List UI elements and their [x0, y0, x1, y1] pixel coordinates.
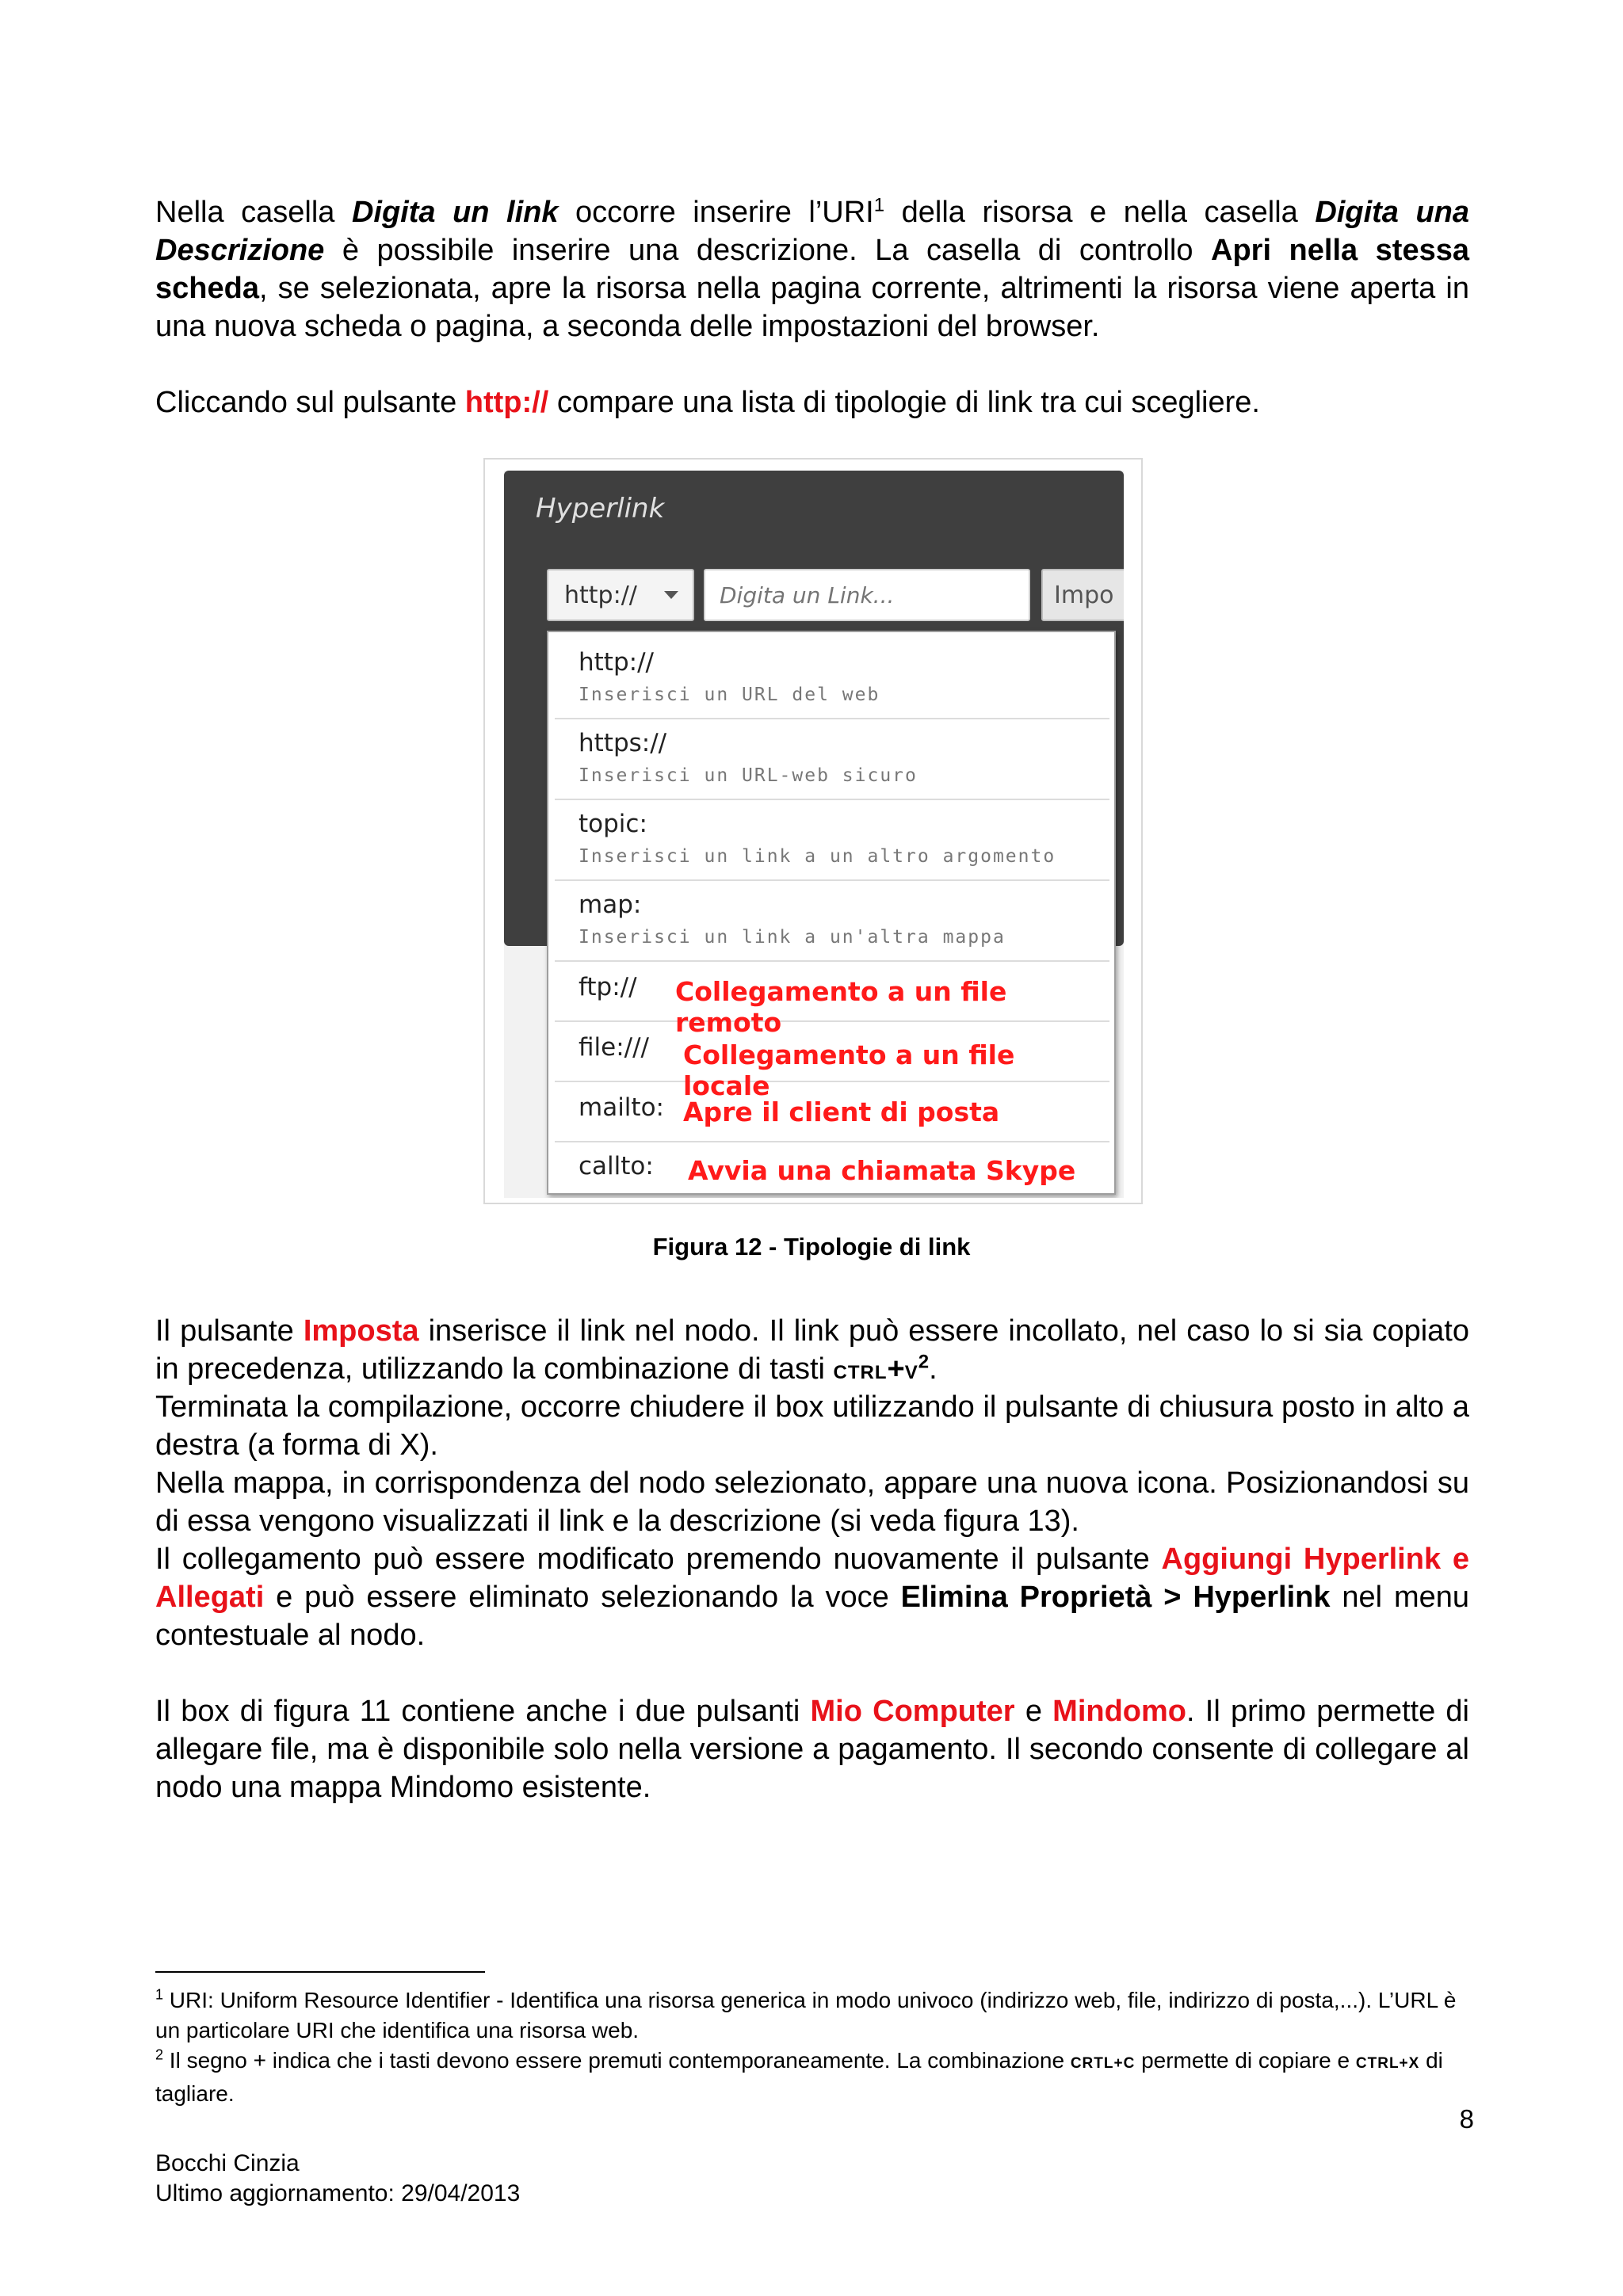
paragraph-mio-computer: Il box di figura 11 contiene anche i due pulsanti Mio Computer e Mindomo. Il primo permette di allegare file, ma è disponibile solo nella versione a pagamento. Il secondo consente di collegare al nodo una mappa Mindomo esistente. — [155, 1695, 1469, 1804]
button-ref-imposta: Imposta — [303, 1314, 419, 1348]
button-ref-aggiungi-hyperlink: Aggiungi Hyperlink e Allegati — [155, 1543, 1469, 1614]
dropdown-item-ftp[interactable]: ftp:// Collegamento a un file remoto — [555, 962, 1109, 1022]
figure-screenshot — [504, 471, 1124, 1198]
annotation-file: Collegamento a un file locale — [683, 1039, 1015, 1101]
annotation-callto: Avvia una chiamata Skype — [688, 1155, 1076, 1186]
dropdown-item-mailto[interactable]: mailto: Apre il client di posta — [555, 1082, 1109, 1142]
footnote-separator — [155, 1971, 485, 1973]
dropdown-item-https[interactable]: https:// Inserisci un URL-web sicuro — [555, 719, 1109, 800]
button-ref-http: http:// — [464, 386, 549, 419]
footnote-ref-1[interactable]: 1 — [873, 194, 885, 216]
figure-caption: Figura 12 - Tipologie di link — [652, 1233, 971, 1261]
dropdown-item-http[interactable]: http:// Inserisci un URL del web — [555, 639, 1109, 719]
menu-ref-elimina-proprieta: Elimina Proprietà > Hyperlink — [900, 1581, 1331, 1614]
dropdown-item-callto[interactable]: callto: Avvia una chiamata Skype — [579, 1152, 1076, 1186]
protocol-select-value: http:// — [564, 581, 637, 609]
button-ref-mindomo: Mindomo — [1052, 1695, 1187, 1728]
annotation-mailto: Apre il client di posta — [683, 1097, 1000, 1127]
paragraph-modifica: Il collegamento può essere modificato premendo nuovamente il pulsante Aggiungi Hyperlink e Allegati e può essere eliminato selezionando la voce Elimina Proprietà > Hyperlink nel menu contestuale al nodo. — [155, 1543, 1469, 1652]
page-number: 8 — [1459, 2104, 1474, 2134]
footer-updated: Ultimo aggiornamento: 29/04/2013 — [155, 2180, 521, 2206]
button-ref-mio-computer: Mio Computer — [810, 1695, 1015, 1728]
paragraph-imposta: Il pulsante Imposta inserisce il link nel nodo. Il link può essere incollato, nel caso lo si sia copiato in precedenza, utilizzando la combinazione di tasti $CTRL+V^2$. — [155, 1314, 1469, 1386]
protocol-dropdown — [547, 631, 1116, 1195]
paragraph-http-button: Cliccando sul pulsante http:// compare una lista di tipologie di link tra cui scegliere. — [155, 386, 1260, 419]
protocol-select[interactable] — [547, 569, 694, 621]
set-button[interactable]: Impo — [1041, 569, 1124, 621]
paragraph-icona: Nella mappa, in corrispondenza del nodo selezionato, appare una nuova icona. Posizionandosi su di essa vengono visualizzati il link e la descrizione (si veda figura 13). — [155, 1466, 1469, 1538]
key-v: V — [904, 1362, 918, 1383]
dropdown-item-topic[interactable]: topic: Inserisci un link a un altro argomento — [555, 800, 1109, 881]
page-footer — [155, 2149, 520, 2209]
footer-author: Bocchi Cinzia — [155, 2150, 300, 2176]
link-input[interactable] — [704, 569, 1030, 621]
term-digita-descrizione: Digita una Descrizione — [155, 196, 1470, 267]
footnotes — [155, 1985, 1469, 2109]
footnote-ref-2[interactable]: 2 — [918, 1351, 930, 1373]
footnote-2: $^2$ Il segno + indica che i tasti devono essere premuti contemporaneamente. La combinazione CRTL+C permette di copiare e CTRL+X di tagliare. — [155, 2046, 1443, 2106]
term-apri-stessa-scheda: Apri nella stessa scheda — [155, 234, 1469, 305]
figure-link-types — [483, 458, 1143, 1204]
dropdown-item-map[interactable]: map: Inserisci un link a un'altra mappa — [555, 881, 1109, 962]
footnote-1: $^1$ URI: Uniform Resource Identifier - Identifica una risorsa generica in modo univoco (indirizzo web, file, indirizzo di posta,...). L’URL è un particolare URI che identifica una risorsa web. — [155, 1986, 1457, 2042]
annotation-ftp: Collegamento a un file remoto — [675, 976, 1007, 1038]
dialog-title: Hyperlink — [536, 493, 665, 524]
dropdown-item-file[interactable]: file:/// Collegamento a un file locale — [555, 1022, 1109, 1082]
chevron-down-icon — [664, 591, 678, 599]
term-digita-link: Digita un link — [351, 196, 559, 229]
paragraph-intro: Nella casella Digita un link occorre inserire l’URI$^1$ della risorsa e nella casella Digita una Descrizione è possibile inserire una descrizione. La casella di controllo Apri nella stessa scheda, se selezionata, apre la risorsa nella pagina corrente, altrimenti la risorsa viene aperta in una nuova scheda o pagina, a seconda delle impostazioni del browser. — [155, 194, 1470, 343]
paragraph-chiusura: Terminata la compilazione, occorre chiudere il box utilizzando il pulsante di chiusura posto in alto a destra (a forma di X). — [155, 1390, 1469, 1462]
key-ctrl: CTRL — [833, 1362, 888, 1383]
